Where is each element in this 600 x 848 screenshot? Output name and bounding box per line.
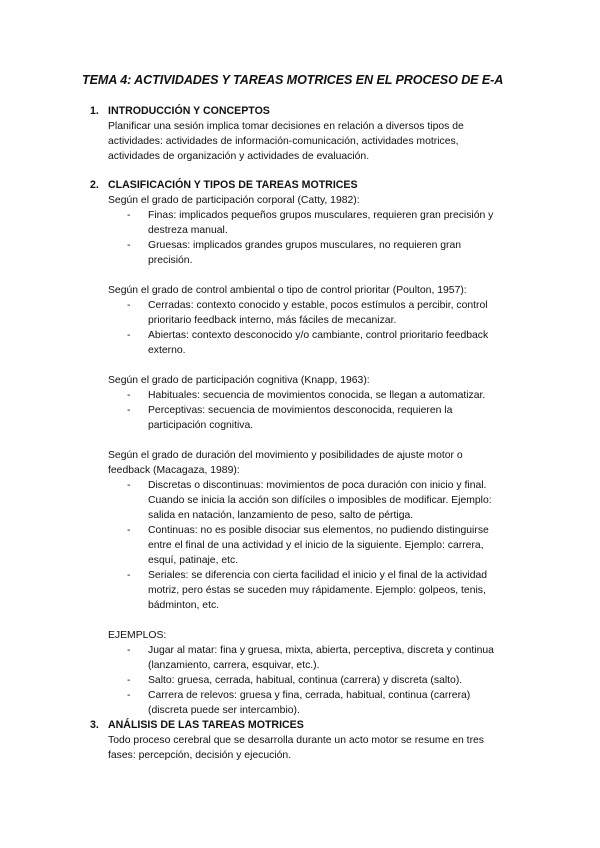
group-intro: Según el grado de duración del movimiento y posibilidades de ajuste motor o <box>108 450 463 461</box>
list-item-line: Discretas o discontinuas: movimientos de poca duración con inicio y final. <box>148 480 487 491</box>
section-clasificacion <box>90 178 530 718</box>
list-item-line: bádminton, etc. <box>148 600 220 611</box>
dash-bullet: - <box>127 525 131 536</box>
section-body <box>90 119 530 164</box>
section-title: INTRODUCCIÓN Y CONCEPTOS <box>108 105 270 117</box>
section-number: 1. <box>90 105 99 117</box>
paragraph-line: fases: percepción, decisión y ejecución. <box>108 750 292 761</box>
dash-bullet: - <box>127 690 131 701</box>
dash-bullet: - <box>127 330 131 341</box>
paragraph-line: actividades: actividades de información-comunicación, actividades motrices, <box>108 136 459 147</box>
list-item <box>127 403 530 433</box>
paragraph-line: actividades de organización y actividades de evaluación. <box>108 151 370 162</box>
section-heading <box>90 718 530 733</box>
list-item-line: prioritario feedback interno, más fáciles de mecanizar. <box>148 315 397 326</box>
group-intro: Según el grado de participación corporal (Catty, 1982): <box>108 195 360 206</box>
list-item-line: Cerradas: contexto conocido y estable, pocos estímulos a percibir, control <box>148 300 488 311</box>
list-item-line: esquí, patinaje, etc. <box>148 555 239 566</box>
group-intro: Según el grado de participación cognitiva (Knapp, 1963): <box>108 375 370 386</box>
list-item <box>127 523 530 568</box>
list-item-line: Salto: gruesa, cerrada, habitual, continua (carrera) y discreta (salto). <box>148 675 463 686</box>
list-item <box>127 298 530 328</box>
list-item-line: entre el final de una actividad y el inicio de la siguiente. Ejemplo: carrera, <box>148 540 484 551</box>
group-intro: Según el grado de control ambiental o tipo de control prioritar (Poulton, 1957): <box>108 285 467 296</box>
dash-bullet: - <box>127 210 131 221</box>
list-item-line: Seriales: se diferencia con cierta facilidad el inicio y el final de la actividad <box>148 570 488 581</box>
list-item-line: Finas: implicados pequeños grupos musculares, requieren gran precisión y <box>148 210 494 221</box>
list-item <box>127 388 530 403</box>
list-item-line: Carrera de relevos: gruesa y fina, cerrada, habitual, continua (carrera) <box>148 690 471 701</box>
section-heading <box>90 178 530 193</box>
list-item <box>127 328 530 358</box>
dash-bullet: - <box>127 240 131 251</box>
list-item-line: motriz, pero éstas se suceden muy rápidamente. Ejemplo: golpeos, tenis, <box>148 585 486 596</box>
list-item-line: (discreta puede ser intercambio). <box>148 705 300 716</box>
section-number: 2. <box>90 179 99 191</box>
list-item-line: destreza manual. <box>148 225 228 236</box>
dash-bullet: - <box>127 645 131 656</box>
list-item-line: Jugar al matar: fina y gruesa, mixta, abierta, perceptiva, discreta y continua <box>148 645 494 656</box>
dash-list <box>108 478 530 613</box>
list-item <box>127 643 530 673</box>
dash-bullet: - <box>127 390 131 401</box>
list-item <box>127 688 530 718</box>
section-body <box>90 733 530 763</box>
list-item-line: Gruesas: implicados grandes grupos musculares, no requieren gran <box>148 240 462 251</box>
list-item <box>127 208 530 238</box>
list-item-line: salida en natación, lanzamiento de peso, salto de pértiga. <box>148 510 414 521</box>
examples-heading: EJEMPLOS: <box>108 630 167 641</box>
dash-list <box>108 208 530 268</box>
list-item <box>127 478 530 523</box>
section-heading <box>90 104 530 119</box>
list-item-line: Continuas: no es posible disociar sus elementos, no pudiendo distinguirse <box>148 525 489 536</box>
dash-bullet: - <box>127 480 131 491</box>
list-item <box>127 568 530 613</box>
list-item-line: Cuando se inicia la acción son difíciles o imposibles de modificar. Ejemplo: <box>148 495 492 506</box>
list-item-line: Habituales: secuencia de movimientos conocida, se llegan a automatizar. <box>148 390 486 401</box>
dash-list <box>108 643 530 718</box>
paragraph-line: Todo proceso cerebral que se desarrolla durante un acto motor se resume en tres <box>108 735 484 746</box>
document-title: TEMA 4: ACTIVIDADES Y TAREAS MOTRICES EN EL PROCESO DE E-A <box>82 73 504 87</box>
section-introduccion <box>90 104 530 164</box>
group-intro: feedback (Macagaza, 1989): <box>108 465 240 476</box>
dash-bullet: - <box>127 570 131 581</box>
list-item <box>127 673 530 688</box>
list-item-line: precisión. <box>148 255 193 266</box>
list-item-line: participación cognitiva. <box>148 420 254 431</box>
list-item-line: Abiertas: contexto desconocido y/o cambiante, control prioritario feedback <box>148 330 489 341</box>
section-title: CLASIFICACIÓN Y TIPOS DE TAREAS MOTRICES <box>108 179 358 191</box>
list-item-line: Perceptivas: secuencia de movimientos desconocida, requieren la <box>148 405 453 416</box>
section-body <box>90 193 530 718</box>
section-number: 3. <box>90 719 99 731</box>
list-item-line: externo. <box>148 345 186 356</box>
paragraph-line: Planificar una sesión implica tomar decisiones en relación a diversos tipos de <box>108 121 464 132</box>
dash-bullet: - <box>127 300 131 311</box>
section-analisis <box>90 718 530 763</box>
list-item <box>127 238 530 268</box>
section-title: ANÁLISIS DE LAS TAREAS MOTRICES <box>108 719 304 731</box>
list-item-line: (lanzamiento, carrera, esquivar, etc.). <box>148 660 320 671</box>
dash-list <box>108 388 530 433</box>
dash-bullet: - <box>127 675 131 686</box>
dash-bullet: - <box>127 405 131 416</box>
dash-list <box>108 298 530 358</box>
